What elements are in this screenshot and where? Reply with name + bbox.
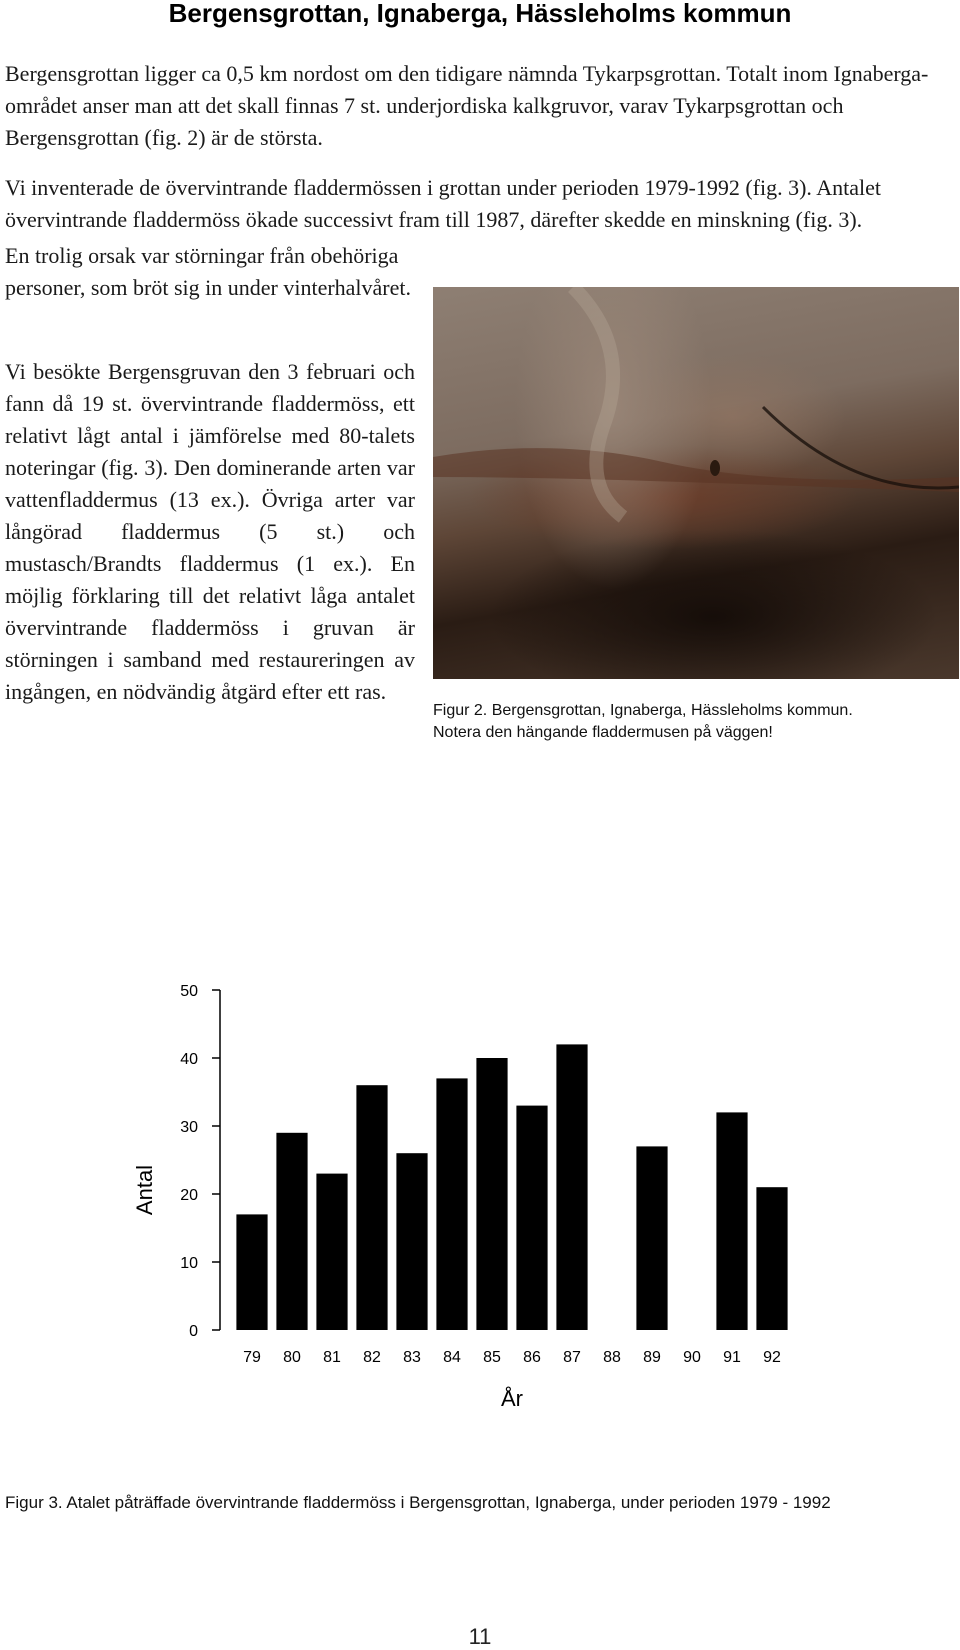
bar bbox=[316, 1174, 347, 1330]
x-tick-label: 83 bbox=[403, 1349, 421, 1366]
x-tick-label: 92 bbox=[763, 1349, 781, 1366]
x-tick-label: 91 bbox=[723, 1349, 741, 1366]
y-tick-label: 10 bbox=[180, 1255, 198, 1272]
x-tick-label: 80 bbox=[283, 1349, 301, 1366]
bar bbox=[356, 1085, 387, 1330]
hanging-bat bbox=[710, 460, 720, 476]
figure-3-caption: Figur 3. Atalet påträffade övervintrande fladdermöss i Bergensgrottan, Ignaberga, under perioden 1979 - 1992 bbox=[5, 1493, 831, 1512]
page-title: Bergensgrottan, Ignaberga, Hässleholms kommun bbox=[168, 0, 792, 28]
figure-2-caption-line2: Notera den hängande fladdermusen på väggen! bbox=[433, 724, 773, 741]
x-tick-label: 86 bbox=[523, 1349, 541, 1366]
paragraph-inventory: Vi inventerade de övervintrande fladdermössen i grottan under perioden 1979-1992 (fig. 3). Antalet övervintrande fladdermöss ökade successivt fram till 1987, därefter skedde en minskning (fig. 3). bbox=[5, 175, 881, 232]
x-tick-label: 87 bbox=[563, 1349, 581, 1366]
bar bbox=[436, 1078, 467, 1330]
x-tick-label: 89 bbox=[643, 1349, 661, 1366]
figure-2-caption-line1: Figur 2. Bergensgrottan, Ignaberga, Hässleholms kommun. bbox=[433, 702, 853, 719]
bar bbox=[236, 1214, 267, 1330]
x-tick-label: 90 bbox=[683, 1349, 701, 1366]
x-axis-label: År bbox=[501, 1386, 523, 1411]
bar bbox=[476, 1058, 507, 1330]
x-tick-label: 84 bbox=[443, 1349, 461, 1366]
y-tick-label: 50 bbox=[180, 983, 198, 1000]
cave-photo bbox=[433, 287, 959, 679]
bar bbox=[756, 1187, 787, 1330]
y-tick-label: 40 bbox=[180, 1051, 198, 1068]
bar bbox=[716, 1112, 747, 1330]
figure-2-caption bbox=[433, 700, 959, 744]
bar bbox=[276, 1133, 307, 1330]
y-tick-label: 20 bbox=[180, 1187, 198, 1204]
bar bbox=[516, 1106, 547, 1330]
paragraph-intro: Bergensgrottan ligger ca 0,5 km nordost om den tidigare nämnda Tykarpsgrottan. Totalt inom Ignaberga-området anser man att det skall finnas 7 st. underjordiska kalkgruvor, varav Tykarpsgrottan och Bergensgrottan (fig. 2) är de största. bbox=[5, 61, 929, 150]
x-tick-label: 82 bbox=[363, 1349, 381, 1366]
y-tick-label: 0 bbox=[189, 1323, 198, 1340]
paragraph-visit: Vi besökte Bergensgruvan den 3 februari och fann då 19 st. övervintrande fladdermöss, ett relativt lågt antal i jämförelse med 80-talets noteringar (fig. 3). Den dominerande arten var vattenfladdermus (13 ex.). Övriga arter var långörad fladdermus (5 st.) och mustasch/Brandts fladdermus (1 ex.). En möjlig förklaring till det relativt låga antalet övervintrande fladdermöss i gruvan är störningen i samband med restaureringen av ingången, en nödvändig åtgärd efter ett ras. bbox=[5, 359, 415, 704]
y-axis-label: Antal bbox=[132, 1164, 157, 1216]
x-tick-label: 88 bbox=[603, 1349, 621, 1366]
y-tick-label: 30 bbox=[180, 1119, 198, 1136]
x-tick-label: 85 bbox=[483, 1349, 501, 1366]
bar bbox=[556, 1044, 587, 1330]
page-number: 11 bbox=[468, 1624, 492, 1649]
cave-photo-detail bbox=[433, 287, 959, 679]
x-tick-label: 79 bbox=[243, 1349, 261, 1366]
x-tick-label: 81 bbox=[323, 1349, 341, 1366]
bar-chart bbox=[120, 970, 800, 1470]
bar bbox=[396, 1153, 427, 1330]
bar bbox=[636, 1146, 667, 1330]
paragraph-cause: En trolig orsak var störningar från obehöriga personer, som bröt sig in under vinterhalvåret. bbox=[5, 243, 412, 300]
